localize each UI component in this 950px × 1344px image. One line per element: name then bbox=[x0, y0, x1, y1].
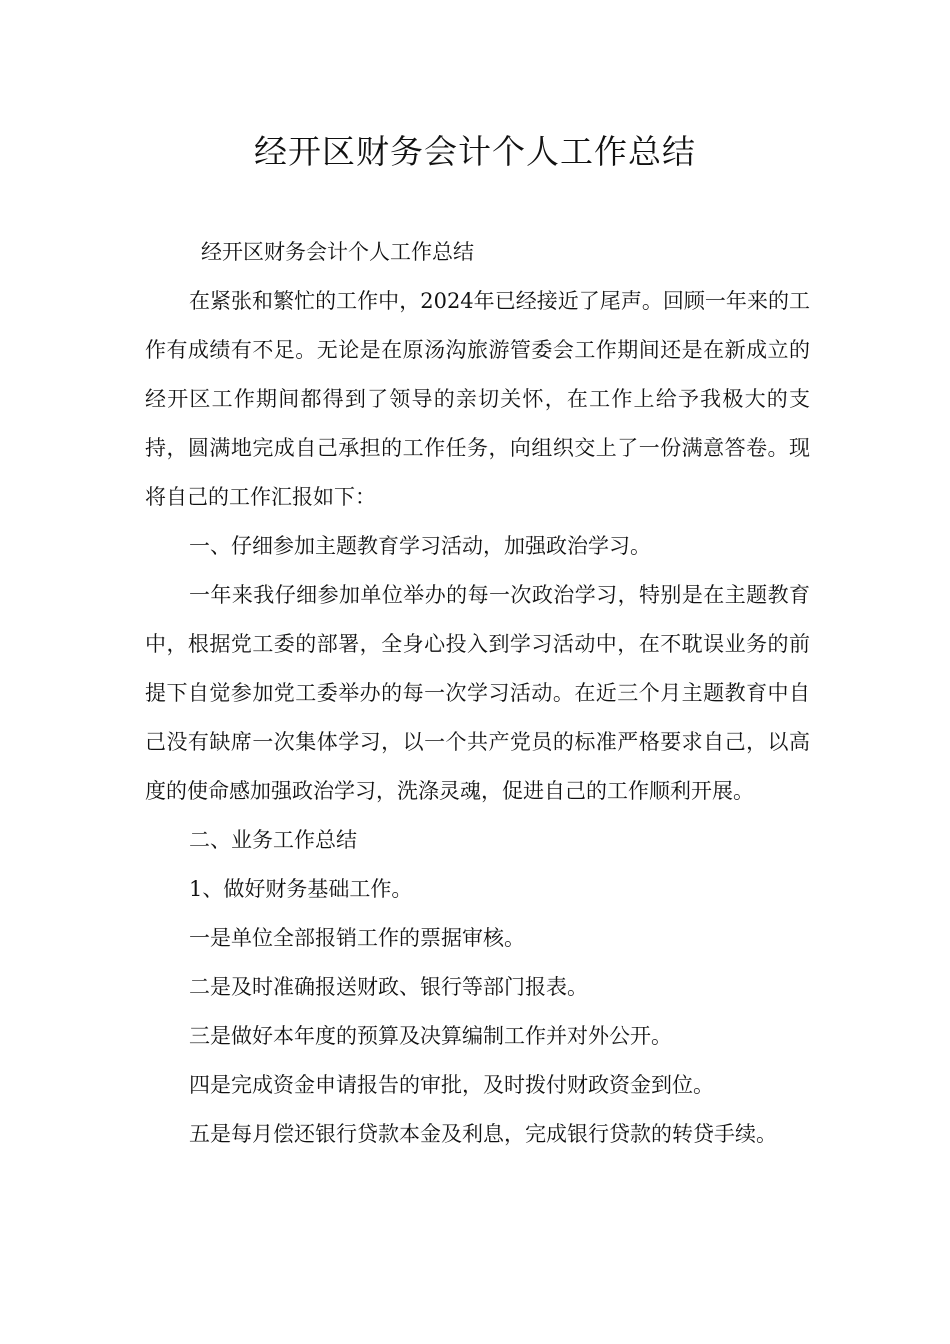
list-item: 四是完成资金申请报告的审批，及时拨付财政资金到位。 bbox=[189, 1073, 714, 1097]
section2-heading: 二、业务工作总结 bbox=[189, 828, 357, 852]
intro-paragraph: 在紧张和繁忙的工作中，2024年已经接近了尾声。回顾一年来的工作有成绩有不足。无论是在原汤沟旅游管委会工作期间还是在新成立的经开区工作期间都得到了领导的亲切关怀，在工作上给予我极大的支持，圆满地完成自己承担的工作任务，向组织交上了一份满意答卷。现将自己的工作汇报如下： bbox=[145, 289, 810, 509]
subsection1-heading: 1、做好财务基础工作。 bbox=[189, 877, 413, 901]
section1-heading: 一、仔细参加主题教育学习活动，加强政治学习。 bbox=[189, 534, 651, 558]
list-item: 三是做好本年度的预算及决算编制工作并对外公开。 bbox=[189, 1024, 672, 1048]
document-title: 经开区财务会计个人工作总结 bbox=[254, 132, 696, 171]
list-item: 五是每月偿还银行贷款本金及利息，完成银行贷款的转贷手续。 bbox=[189, 1122, 777, 1146]
document-body bbox=[145, 228, 810, 1159]
section1-paragraph: 一年来我仔细参加单位举办的每一次政治学习，特别是在主题教育中，根据党工委的部署，全身心投入到学习活动中，在不耽误业务的前提下自觉参加党工委举办的每一次学习活动。在近三个月主题教育中自己没有缺席一次集体学习，以一个共产党员的标准严格要求自己，以高度的使命感加强政治学习，洗涤灵魂，促进自己的工作顺利开展。 bbox=[145, 583, 810, 803]
list-item: 一是单位全部报销工作的票据审核。 bbox=[189, 926, 525, 950]
list-item: 二是及时准确报送财政、银行等部门报表。 bbox=[189, 975, 588, 999]
document-subtitle: 经开区财务会计个人工作总结 bbox=[201, 240, 474, 264]
